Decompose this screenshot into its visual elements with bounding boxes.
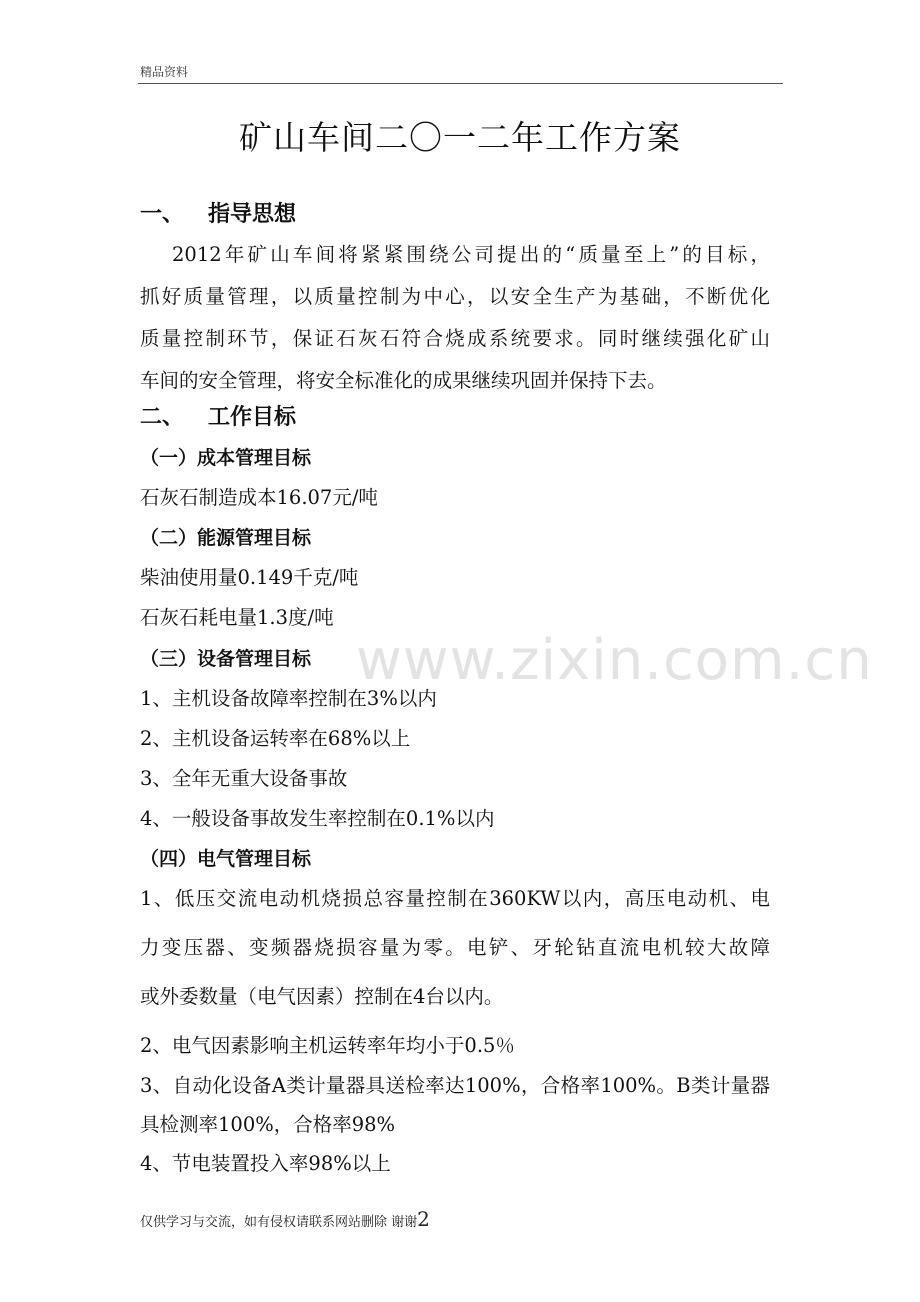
goal-item: 3、自动化设备A类计量器具送检率达100%，合格率100%。B类计量器 bbox=[140, 1074, 770, 1097]
section-title: 工作目标 bbox=[208, 405, 297, 430]
subheading-energy: （二）能源管理目标 bbox=[140, 527, 312, 549]
goal-item: 力变压器、变频器烧损容量为零。电铲、牙轮钻直流电机较大故障 bbox=[140, 936, 770, 959]
paragraph-line: 2012年矿山车间将紧紧围绕公司提出的“质量至上”的目标， bbox=[172, 243, 770, 266]
footer-note bbox=[140, 1207, 430, 1231]
header-rule bbox=[138, 83, 783, 84]
document-title: 矿山车间二〇一二年工作方案 bbox=[239, 118, 681, 157]
section-heading-work-goals bbox=[140, 403, 296, 433]
paragraph-line: 车间的安全管理，将安全标准化的成果继续巩固并保持下去。 bbox=[140, 369, 667, 392]
goal-item: 1、低压交流电动机烧损总容量控制在360KW以内，高压电动机、电 bbox=[140, 887, 770, 910]
goal-item: 石灰石耗电量1.3度/吨 bbox=[140, 606, 334, 629]
goal-item: 具检测率100%，合格率98% bbox=[140, 1113, 396, 1136]
section-number: 一、 bbox=[140, 202, 185, 227]
goal-item: 4、一般设备事故发生率控制在0.1%以内 bbox=[140, 807, 495, 830]
subheading-cost: （一）成本管理目标 bbox=[140, 447, 312, 469]
goal-item: 4、节电装置投入率98%以上 bbox=[140, 1152, 391, 1175]
goal-item: 2、电气因素影响主机运转率年均小于0.5％ bbox=[140, 1034, 515, 1057]
goal-item: 或外委数量（电气因素）控制在4台以内。 bbox=[140, 985, 504, 1008]
paragraph-line: 质量控制环节，保证石灰石符合烧成系统要求。同时继续强化矿山 bbox=[140, 327, 770, 350]
goal-item: 2、主机设备运转率在68%以上 bbox=[140, 727, 411, 750]
goal-item: 柴油使用量0.149千克/吨 bbox=[140, 566, 359, 589]
watermark: www.zixin.com.cn bbox=[356, 628, 873, 693]
goal-item: 石灰石制造成本16.07元/吨 bbox=[140, 486, 378, 509]
subheading-electrical: （四）电气管理目标 bbox=[140, 848, 312, 870]
paragraph-line: 抓好质量管理，以质量控制为中心，以安全生产为基础，不断优化 bbox=[140, 285, 770, 308]
header-label: 精品资料 bbox=[140, 65, 189, 79]
subheading-equipment: （三）设备管理目标 bbox=[140, 648, 312, 670]
goal-item: 3、全年无重大设备事故 bbox=[140, 767, 348, 790]
section-title: 指导思想 bbox=[208, 202, 297, 227]
footer-text: 仅供学习与交流，如有侵权请联系网站删除 谢谢 bbox=[140, 1215, 418, 1230]
section-number: 二、 bbox=[140, 405, 185, 430]
goal-item: 1、主机设备故障率控制在3%以内 bbox=[140, 687, 437, 710]
section-heading-guiding-thought bbox=[140, 200, 296, 230]
page-number: 2 bbox=[417, 1207, 430, 1231]
